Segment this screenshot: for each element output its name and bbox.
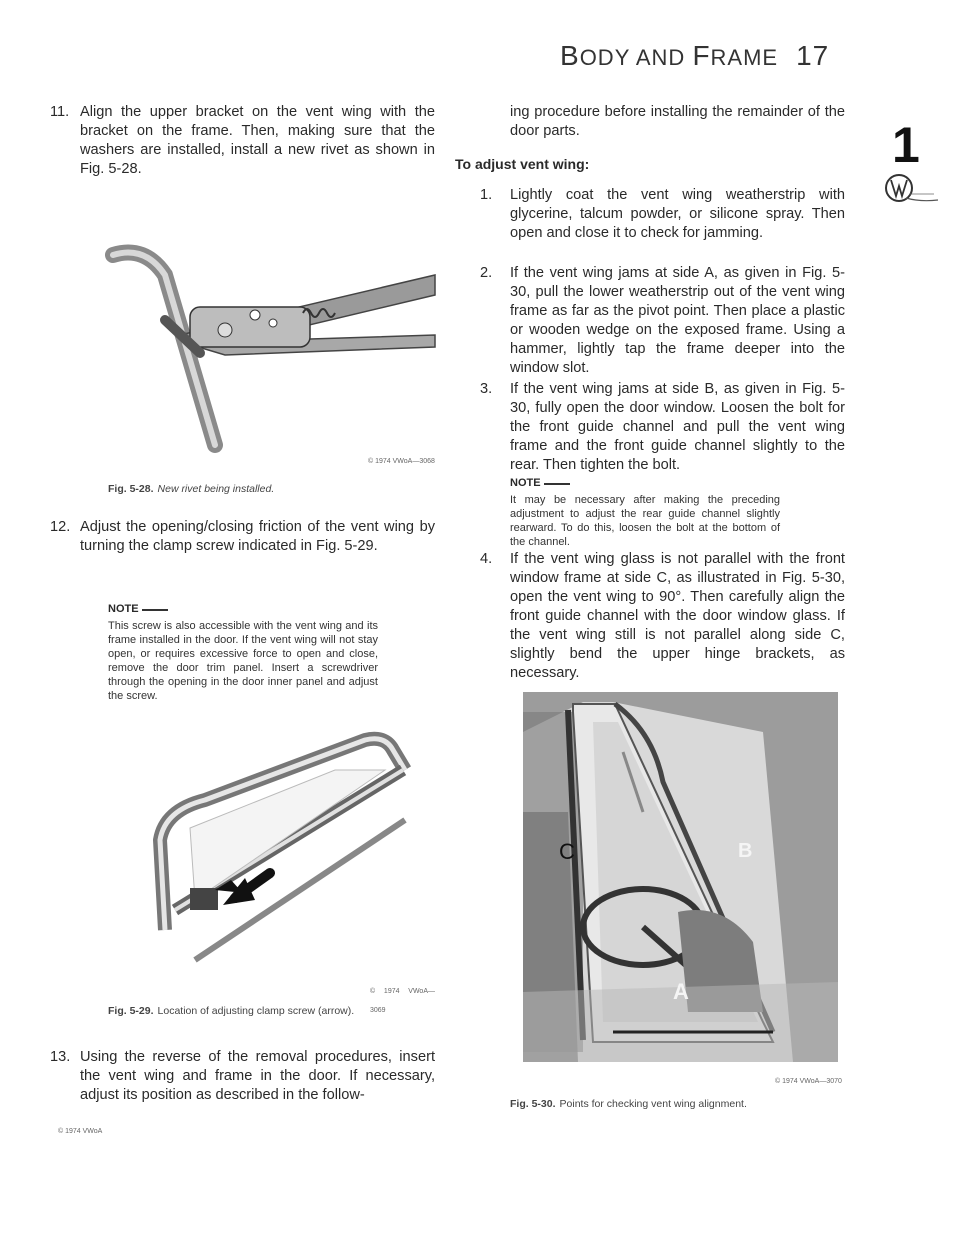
caption-text: New rivet being installed. xyxy=(157,483,275,495)
alignment-marker-a: A xyxy=(673,979,689,1004)
note-heading xyxy=(510,474,780,493)
header-title-part-2: RAME xyxy=(710,45,779,70)
step-text: Lightly coat the vent wing weatherstrip with glycerine, talcum powder, or silicone spray. Then open and close it to check for jamming. xyxy=(510,187,845,241)
figure-label: Fig. 5-29. xyxy=(108,1005,154,1017)
step-number: 11. xyxy=(50,104,70,120)
note-rule xyxy=(142,609,168,611)
note-rule xyxy=(544,483,570,485)
step-text: Adjust the opening/closing friction of the vent wing by turning the clamp screw indicated in Fig. 5-29. xyxy=(80,519,435,554)
figure-label: Fig. 5-30. xyxy=(510,1098,556,1110)
section-subheading: To adjust vent wing: xyxy=(455,156,590,172)
header-title-initial-2: F xyxy=(692,40,711,71)
note-heading xyxy=(108,600,378,619)
vw-logo-icon xyxy=(884,172,940,210)
note-2 xyxy=(510,474,780,549)
step-number: 4. xyxy=(480,551,493,567)
step-3 xyxy=(480,380,845,475)
alignment-marker-b: B xyxy=(738,840,753,862)
note-text: It may be necessary after making the preceding adjustment to adjust the rear guide channel slightly rearward. To do this, loosen the bolt at the bottom of the channel. xyxy=(510,494,780,548)
figure-5-29-photo xyxy=(135,730,435,975)
step-number: 2. xyxy=(480,265,493,281)
page-header xyxy=(560,40,829,72)
step-4 xyxy=(480,550,845,683)
note-heading-label: NOTE xyxy=(108,603,139,615)
note-heading-label: NOTE xyxy=(510,477,541,489)
page-footer-credit: © 1974 VWoA xyxy=(58,1128,103,1135)
step-11 xyxy=(50,103,435,179)
figure-5-30-credit: © 1974 VWoA—3070 xyxy=(775,1078,842,1085)
figure-5-30-photo xyxy=(523,692,838,1062)
note-1 xyxy=(108,600,378,703)
figure-label: Fig. 5-28. xyxy=(108,483,154,495)
step-text: If the vent wing jams at side B, as given in Fig. 5-30, fully open the door window. Loosen the bolt for the front guide channel and pull the vent wing frame and the front guide channel slightly to the rear. Then tighten the bolt. xyxy=(510,381,845,473)
section-thumb-tab xyxy=(884,117,940,210)
step-text: If the vent wing glass is not parallel with the front window frame at side C, as illustrated in Fig. 5-30, open the vent wing to 90°. Then carefully align the front guide channel with the door window glass. If the vent wing still is not parallel along side C, slightly bend the upper hinge brackets, as necessary. xyxy=(510,551,845,681)
caption-text: Points for checking vent wing alignment. xyxy=(559,1098,747,1110)
continued-text: ing procedure before installing the remainder of the door parts. xyxy=(510,104,845,139)
step-1 xyxy=(480,186,845,243)
figure-5-28-caption xyxy=(108,480,438,499)
figure-5-28-credit: © 1974 VWoA—3068 xyxy=(368,458,435,465)
step-number: 1. xyxy=(480,187,493,203)
header-title-initial-1: B xyxy=(560,40,580,71)
alignment-marker-c: C xyxy=(559,839,575,864)
figure-5-29-caption xyxy=(108,1002,448,1021)
step-text: Align the upper bracket on the vent wing with the bracket on the frame. Then, making sure that the washers are installed, install a new rivet as shown in Fig. 5-28. xyxy=(80,104,435,177)
step-12 xyxy=(50,518,435,556)
step-number: 3. xyxy=(480,381,493,397)
step-number: 13. xyxy=(50,1049,71,1065)
step-2 xyxy=(480,264,845,378)
section-number: 1 xyxy=(892,117,920,173)
figure-5-30-caption xyxy=(510,1095,850,1114)
step-number: 12. xyxy=(50,519,71,535)
figure-5-28-photo xyxy=(105,235,440,455)
header-title-part-1: ODY AND xyxy=(579,45,693,70)
page-number: 17 xyxy=(796,40,830,71)
note-text: This screw is also accessible with the vent wing and its frame installed in the door. If the vent wing will not stay open, or requires excessive force to open and close, remove the door trim panel. Insert a screwdriver through the opening in the door inner panel and adjust the screw. xyxy=(108,620,378,702)
step-text: If the vent wing jams at side A, as given in Fig. 5-30, pull the lower weatherstrip out of the vent wing frame as far as the pivot point. Then place a plastic or wooden wedge on the exposed frame. Using a hammer, lightly tap the frame deeper into the window slot. xyxy=(510,265,845,376)
step-13 xyxy=(50,1048,435,1105)
step-text: Using the reverse of the removal procedures, insert the vent wing and frame in the door. If necessary, adjust its position as described in the follow- xyxy=(80,1049,435,1103)
caption-text: Location of adjusting clamp screw (arrow). xyxy=(157,1005,355,1017)
figure-5-29-credit: © 1974 VWoA—3069 xyxy=(370,988,435,1014)
